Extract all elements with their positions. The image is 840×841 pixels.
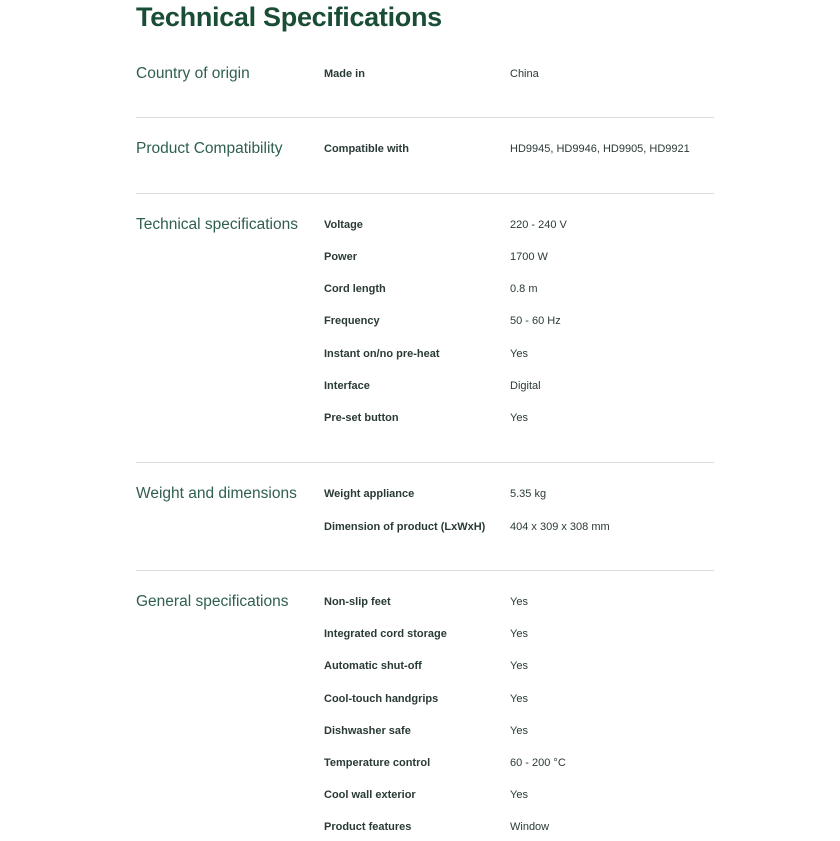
spec-label: Dishwasher safe xyxy=(324,725,411,737)
spec-row xyxy=(136,315,714,335)
spec-value: 1700 W xyxy=(510,251,548,263)
spec-label: Power xyxy=(324,251,358,263)
spec-value: 50 - 60 Hz xyxy=(510,315,561,327)
page-title: Technical Specifications xyxy=(136,2,442,32)
spec-value: Yes xyxy=(510,789,528,801)
spec-row xyxy=(136,412,714,432)
spec-label: Voltage xyxy=(324,219,363,231)
spec-row xyxy=(136,660,714,680)
spec-value: Yes xyxy=(510,628,528,640)
section-divider xyxy=(136,570,714,571)
spec-label: Automatic shut-off xyxy=(324,660,422,672)
spec-label: Weight appliance xyxy=(324,488,415,500)
spec-value: Yes xyxy=(510,660,528,672)
spec-section-technical-specifications xyxy=(136,216,714,436)
spec-label: Pre-set button xyxy=(324,412,399,424)
spec-value: Yes xyxy=(510,596,528,608)
spec-value: Digital xyxy=(510,380,541,392)
spec-value: Yes xyxy=(510,348,528,360)
section-divider xyxy=(136,193,714,194)
spec-value: China xyxy=(510,68,539,80)
spec-row xyxy=(136,68,714,88)
spec-label: Cool wall exterior xyxy=(324,789,416,801)
spec-value: Yes xyxy=(510,725,528,737)
spec-row xyxy=(136,596,714,616)
spec-value: Window xyxy=(510,821,550,833)
spec-row xyxy=(136,380,714,400)
section-divider xyxy=(136,462,714,463)
spec-row xyxy=(136,219,714,239)
spec-value: 404 x 309 x 308 mm xyxy=(510,521,610,533)
spec-row xyxy=(136,821,714,841)
section-title: Weight and dimensions xyxy=(136,485,297,502)
spec-label: Interface xyxy=(324,380,370,392)
spec-row xyxy=(136,251,714,271)
spec-value: 220 - 240 V xyxy=(510,219,567,231)
spec-value: 0.8 m xyxy=(510,283,538,295)
spec-row xyxy=(136,143,714,163)
spec-label: Integrated cord storage xyxy=(324,628,447,640)
section-divider xyxy=(136,117,714,118)
spec-row xyxy=(136,628,714,648)
spec-section-country-of-origin xyxy=(136,65,714,105)
section-title: Technical specifications xyxy=(136,216,298,233)
spec-value: 5.35 kg xyxy=(510,488,547,500)
spec-label: Product features xyxy=(324,821,412,833)
spec-label: Made in xyxy=(324,68,365,80)
spec-row xyxy=(136,725,714,745)
spec-row xyxy=(136,789,714,809)
spec-value: Yes xyxy=(510,693,528,705)
spec-label: Frequency xyxy=(324,315,380,327)
spec-section-product-compatibility xyxy=(136,140,714,180)
spec-label: Dimension of product (LxWxH) xyxy=(324,521,486,533)
spec-value: Yes xyxy=(510,412,528,424)
spec-label: Instant on/no pre-heat xyxy=(324,348,440,360)
spec-section-weight-and-dimensions xyxy=(136,485,714,545)
spec-value: HD9945, HD9946, HD9905, HD9921 xyxy=(510,143,690,155)
spec-row xyxy=(136,521,714,541)
spec-row xyxy=(136,348,714,368)
spec-label: Compatible with xyxy=(324,143,409,155)
spec-label: Temperature control xyxy=(324,757,431,769)
spec-row xyxy=(136,757,714,777)
spec-label: Non-slip feet xyxy=(324,596,391,608)
section-title: Product Compatibility xyxy=(136,140,283,157)
spec-row xyxy=(136,488,714,508)
spec-label: Cool-touch handgrips xyxy=(324,693,439,705)
spec-row xyxy=(136,283,714,303)
spec-row xyxy=(136,693,714,713)
section-title: General specifications xyxy=(136,593,289,610)
spec-value: 60 - 200 °C xyxy=(510,757,566,769)
spec-label: Cord length xyxy=(324,283,386,295)
section-title: Country of origin xyxy=(136,65,250,82)
spec-section-general-specifications xyxy=(136,593,714,840)
